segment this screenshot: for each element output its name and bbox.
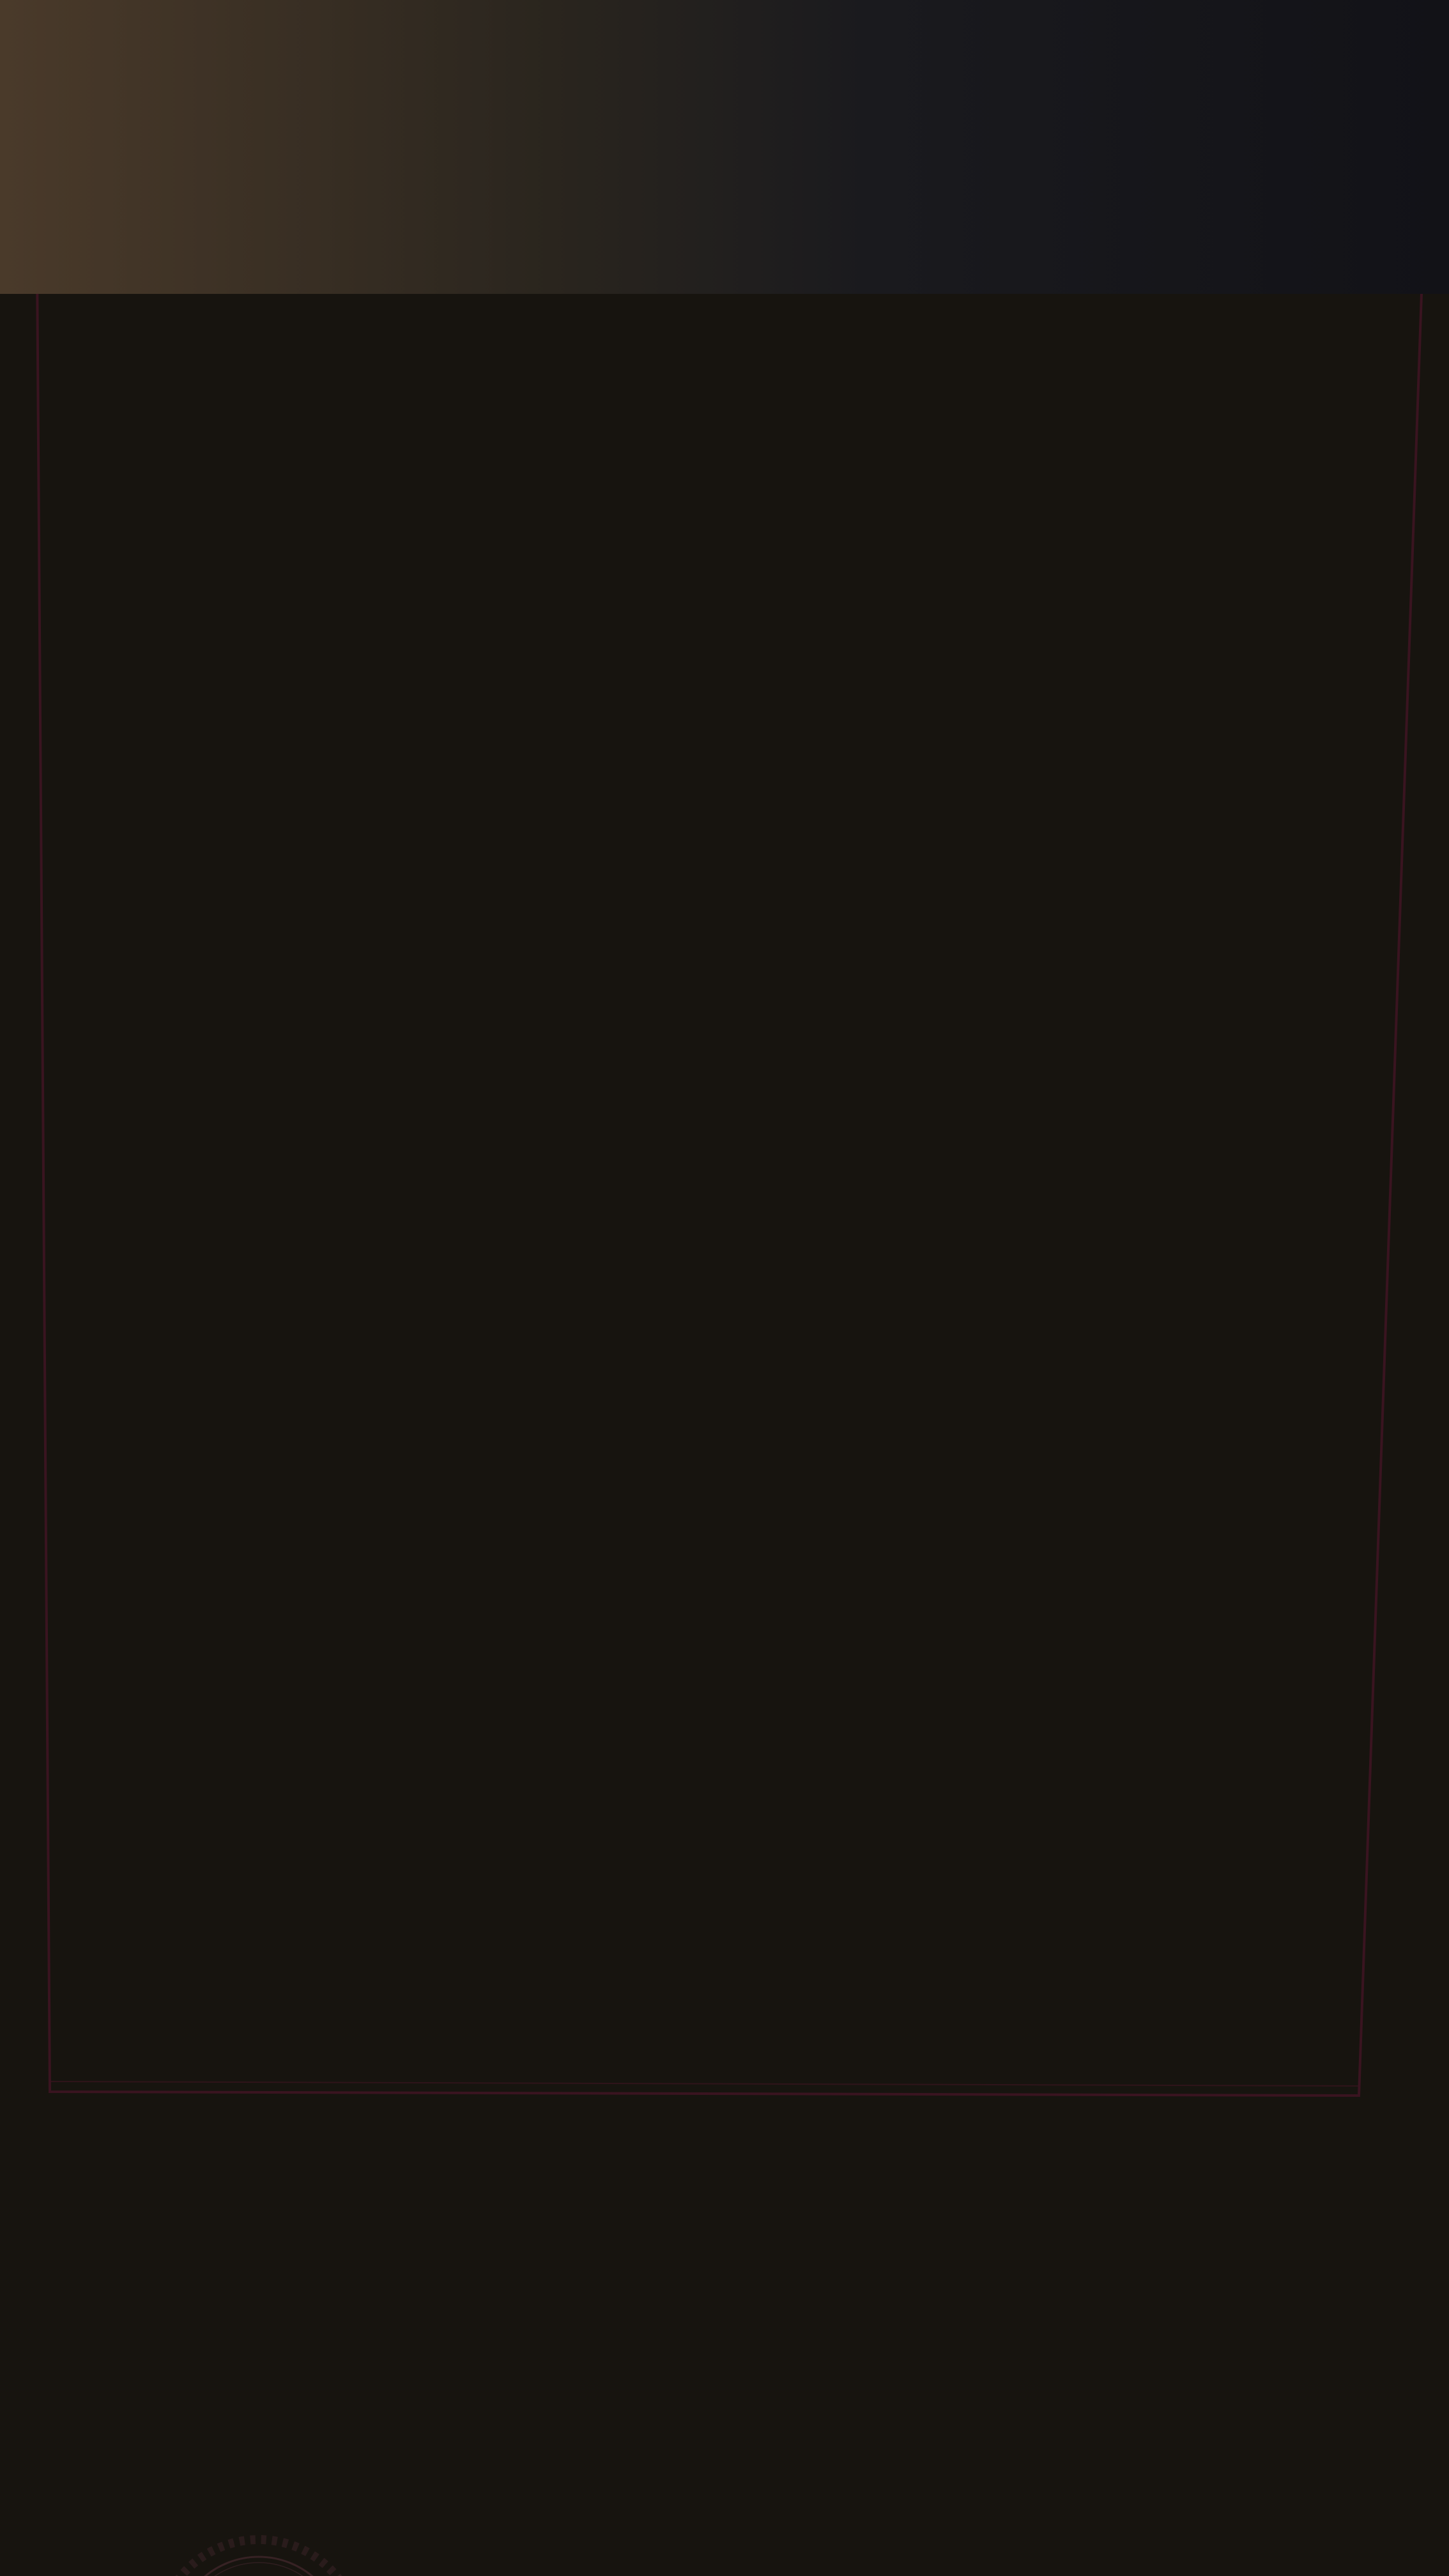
background-wood-furniture (0, 0, 332, 294)
government-seal-watermark (0, 2289, 1449, 2576)
form-border-frame (0, 12, 1449, 2286)
background-scene-top (0, 0, 1449, 294)
